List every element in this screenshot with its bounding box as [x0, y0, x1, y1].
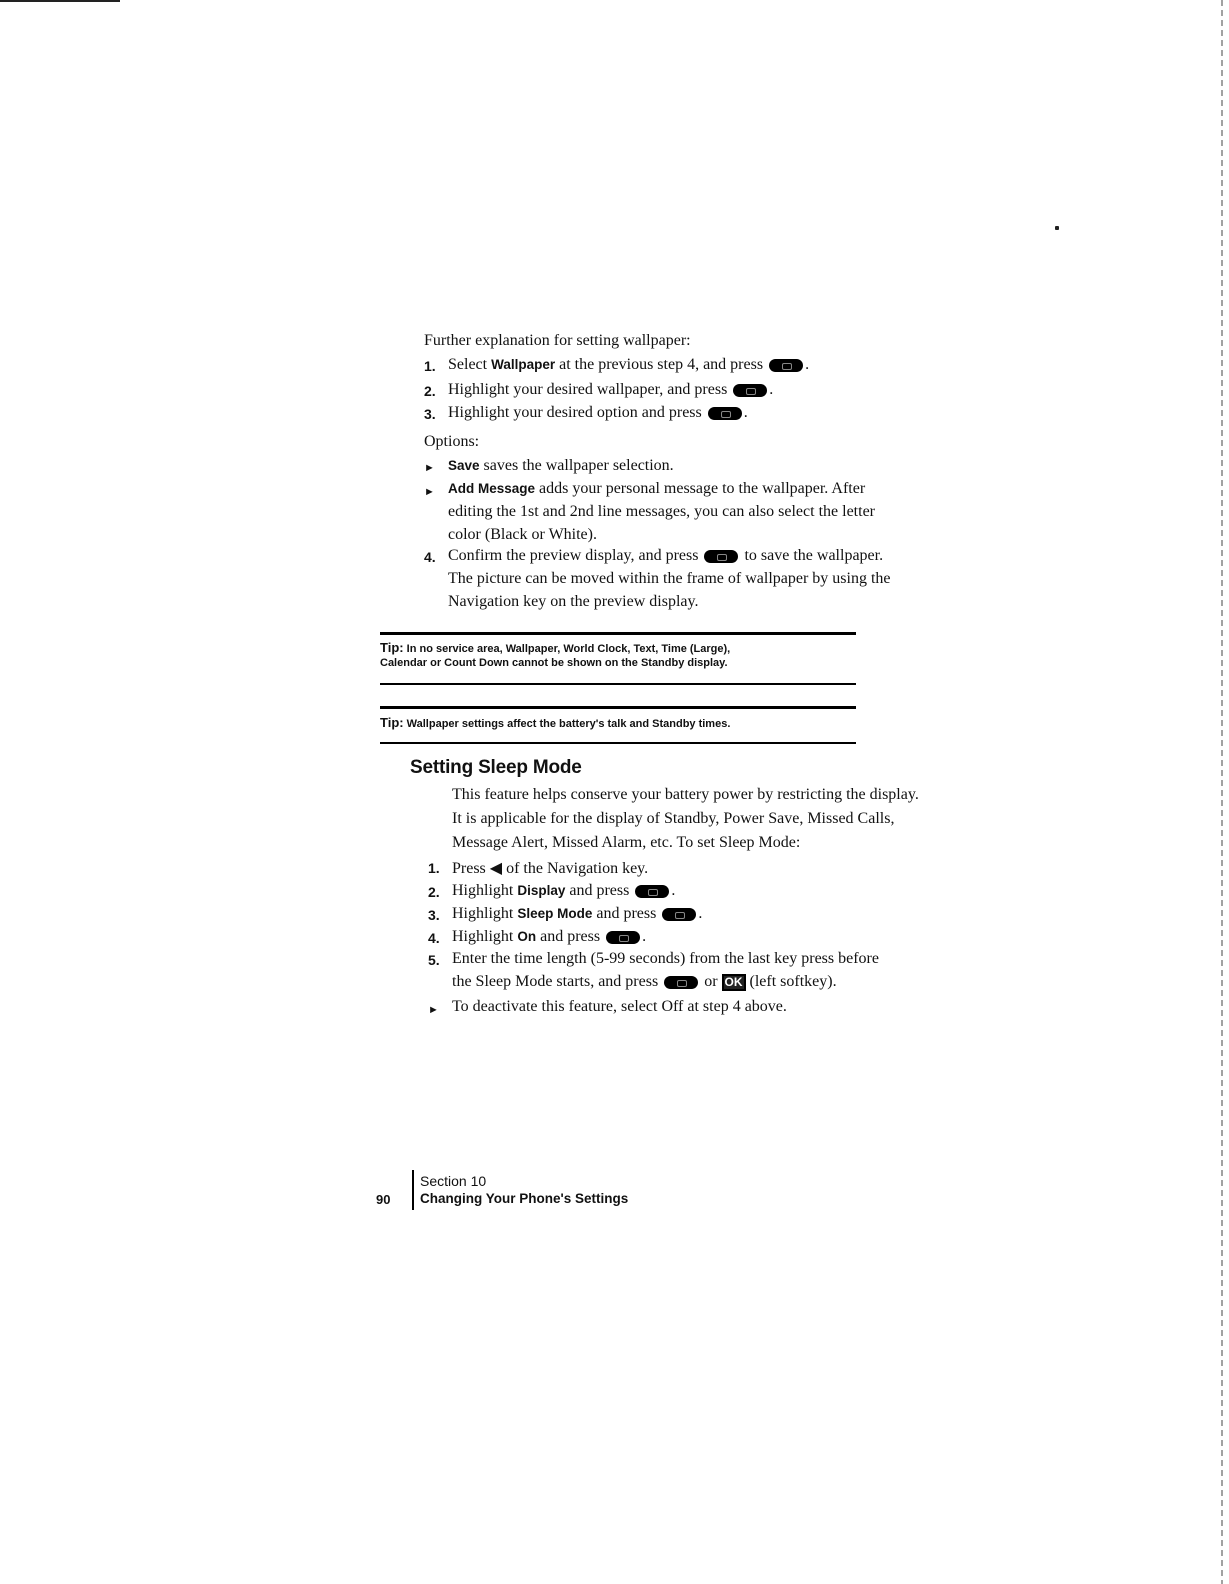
list-item	[452, 858, 648, 878]
footer-section: Section 10	[420, 1173, 487, 1189]
step-text: Navigation key on the preview display.	[448, 593, 699, 610]
ok-key-icon	[606, 931, 640, 944]
menu-term: On	[517, 929, 537, 944]
list-item	[448, 356, 809, 374]
tip-box	[380, 706, 856, 744]
list-item	[452, 973, 837, 991]
step-text: or	[700, 973, 722, 990]
footer-title: Changing Your Phone's Settings	[420, 1191, 629, 1206]
step-text: The picture can be moved within the frame of wallpaper by using the	[448, 570, 891, 587]
ok-key-icon	[733, 384, 767, 397]
step-text: to save the wallpaper.	[740, 547, 884, 564]
step-number: 3.	[424, 406, 436, 422]
step-number: 5.	[428, 952, 440, 968]
scan-speck	[1055, 226, 1059, 230]
step-end: .	[642, 928, 647, 945]
tip-label: Tip:	[380, 640, 404, 655]
step-number: 1.	[424, 358, 436, 374]
menu-term: Sleep Mode	[517, 906, 593, 921]
menu-term: Display	[517, 883, 566, 898]
step-number: 1.	[428, 860, 440, 876]
option-text: saves the wallpaper selection.	[479, 457, 674, 474]
tip-content	[380, 635, 856, 670]
ok-key-icon	[662, 908, 696, 921]
paragraph-line: Message Alert, Missed Alarm, etc. To set Sleep Mode:	[452, 834, 801, 851]
bullet-arrow-icon: ►	[424, 486, 435, 498]
section-heading: Setting Sleep Mode	[410, 757, 582, 778]
list-item	[448, 547, 883, 565]
step-end: .	[698, 905, 703, 922]
step-end: .	[805, 356, 810, 373]
options-label: Options:	[424, 433, 480, 450]
step-number: 4.	[424, 549, 436, 565]
option-text: color (Black or White).	[448, 526, 597, 543]
list-item	[448, 457, 674, 475]
option-term: Add Message	[448, 481, 536, 496]
step-number: 4.	[428, 930, 440, 946]
menu-term: Wallpaper	[491, 357, 556, 372]
step-text: Enter the time length (5-99 seconds) from the last key press before	[452, 950, 879, 967]
list-item	[448, 404, 748, 422]
list-item	[452, 882, 675, 900]
paragraph-line: This feature helps conserve your battery power by restricting the display.	[452, 786, 919, 803]
step-number: 2.	[428, 884, 440, 900]
step-text: Highlight	[452, 882, 518, 899]
step-end: .	[769, 381, 774, 398]
option-text: adds your personal message to the wallpaper. After	[535, 480, 866, 497]
ok-key-icon	[769, 359, 803, 372]
list-item	[448, 381, 773, 399]
option-text: editing the 1st and 2nd line messages, you can also select the letter	[448, 503, 875, 520]
option-term: Save	[448, 458, 480, 473]
step-text: Highlight	[452, 905, 518, 922]
step-text: and press	[592, 905, 657, 922]
ok-key-icon	[635, 885, 669, 898]
step-text: Highlight your desired option and press	[448, 404, 702, 421]
step-end: .	[671, 882, 676, 899]
ok-key-icon	[664, 976, 698, 989]
left-softkey-icon: OK	[722, 974, 746, 991]
intro-text: Further explanation for setting wallpaper:	[424, 332, 691, 349]
step-text: (left softkey).	[745, 973, 837, 990]
bullet-arrow-icon: ►	[428, 1004, 439, 1016]
nav-left-icon: ◀	[489, 860, 503, 877]
scan-edge-right	[1221, 0, 1223, 1584]
list-item	[452, 928, 646, 946]
step-text: of the Navigation key.	[502, 860, 649, 877]
paragraph-line: It is applicable for the display of Standby, Power Save, Missed Calls,	[452, 810, 895, 827]
step-text: Press	[452, 860, 490, 877]
step-number: 2.	[424, 383, 436, 399]
step-text: Highlight your desired wallpaper, and press	[448, 381, 728, 398]
step-text: at the previous step 4, and press	[555, 356, 764, 373]
bullet-arrow-icon: ►	[424, 462, 435, 474]
page-number: 90	[376, 1192, 391, 1207]
tip-text: In no service area, Wallpaper, World Clock, Text, Time (Large),	[403, 643, 731, 655]
ok-key-icon	[708, 407, 742, 420]
step-text: Highlight	[452, 928, 518, 945]
step-end: .	[743, 404, 748, 421]
step-text: the Sleep Mode starts, and press	[452, 973, 659, 990]
tip-box	[380, 632, 856, 685]
tip-text: Wallpaper settings affect the battery's talk and Standby times.	[403, 718, 731, 730]
step-text: and press	[565, 882, 630, 899]
step-text: Select	[448, 356, 492, 373]
list-item	[448, 480, 865, 498]
list-item	[452, 905, 702, 923]
step-number: 3.	[428, 907, 440, 923]
ok-key-icon	[704, 550, 738, 563]
note-text: To deactivate this feature, select Off at step 4 above.	[452, 998, 787, 1015]
footer-divider	[412, 1170, 414, 1210]
tip-label: Tip:	[380, 715, 404, 730]
tip-content	[380, 709, 856, 731]
step-text: and press	[536, 928, 601, 945]
step-text: Confirm the preview display, and press	[448, 547, 699, 564]
scan-edge-top	[0, 0, 120, 2]
tip-text: Calendar or Count Down cannot be shown on the Standby display.	[380, 657, 728, 669]
